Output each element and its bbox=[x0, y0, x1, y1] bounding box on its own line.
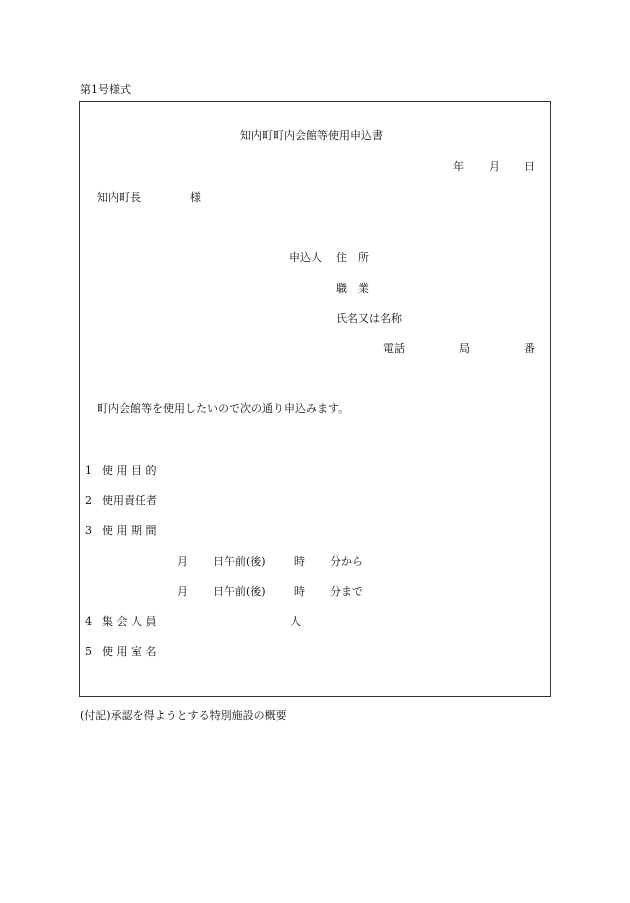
applicant-occupation-label: 職 業 bbox=[336, 282, 369, 295]
item-label-attendees: 集 会 人 員 bbox=[102, 615, 157, 628]
period-from-hour: 時 bbox=[294, 555, 305, 568]
item-label-room-name: 使 用 室 名 bbox=[102, 645, 157, 658]
applicant-label: 申込人 bbox=[289, 251, 322, 264]
request-sentence: 町内会館等を使用したいので次の通り申込みます。 bbox=[97, 402, 350, 415]
phone-label: 電話 bbox=[383, 342, 405, 355]
addressee-honorific: 様 bbox=[190, 191, 201, 204]
period-to-day: 日午前(後) bbox=[213, 585, 266, 598]
phone-exchange-label: 局 bbox=[459, 342, 470, 355]
form-border bbox=[79, 101, 551, 697]
date-year-label: 年 bbox=[453, 160, 464, 173]
form-number-label: 第1号様式 bbox=[80, 83, 131, 96]
item-label-responsible-person: 使用責任者 bbox=[102, 494, 157, 507]
item-number: 3 bbox=[85, 524, 92, 537]
item-number: 5 bbox=[85, 645, 92, 658]
applicant-address-label: 住 所 bbox=[336, 251, 369, 264]
period-from-day: 日午前(後) bbox=[213, 555, 266, 568]
attendees-unit: 人 bbox=[290, 615, 301, 628]
item-label-purpose: 使 用 目 的 bbox=[102, 464, 157, 477]
period-to-month: 月 bbox=[177, 585, 188, 598]
period-to-hour: 時 bbox=[294, 585, 305, 598]
footnote: (付記)承認を得ようとする特別施設の概要 bbox=[80, 709, 287, 722]
date-month-label: 月 bbox=[489, 160, 500, 173]
period-from-minute: 分から bbox=[330, 555, 363, 568]
form-title: 知内町町内会館等使用申込書 bbox=[240, 129, 383, 142]
item-number: 4 bbox=[85, 615, 92, 628]
item-number: 1 bbox=[85, 464, 92, 477]
period-to-minute: 分まで bbox=[330, 585, 363, 598]
item-number: 2 bbox=[85, 494, 92, 507]
period-from-month: 月 bbox=[177, 555, 188, 568]
addressee-name: 知内町長 bbox=[97, 191, 141, 204]
applicant-name-label: 氏名又は名称 bbox=[336, 312, 402, 325]
date-day-label: 日 bbox=[524, 160, 535, 173]
phone-number-label: 番 bbox=[524, 342, 535, 355]
item-label-period: 使 用 期 間 bbox=[102, 524, 157, 537]
